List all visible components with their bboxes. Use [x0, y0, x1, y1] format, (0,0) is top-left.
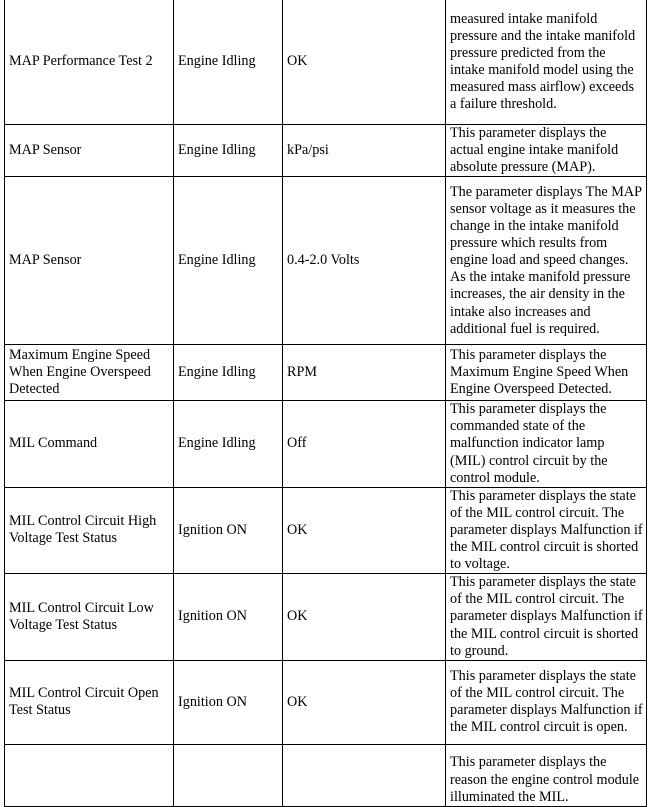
- table-row: [5, 744, 647, 806]
- table-row: [5, 401, 647, 487]
- parameter-value-cell: kPa/psi: [283, 125, 446, 177]
- parameter-value-cell: OK: [283, 0, 446, 125]
- parameter-table-body: [5, 0, 647, 806]
- parameter-condition-cell: Engine Idling: [174, 0, 283, 125]
- table-row: [5, 345, 647, 401]
- table-row: [5, 660, 647, 744]
- table-row: [5, 125, 647, 177]
- parameter-condition-cell: Engine Idling: [174, 345, 283, 401]
- parameter-description-cell: measured intake manifold pressure and the intake manifold pressure predicted from the intake manifold model using the measured mass airflow) exceeds a failure threshold.: [446, 0, 647, 125]
- parameter-name-cell: MAP Sensor: [5, 125, 174, 177]
- parameter-description-cell: This parameter displays the commanded state of the malfunction indicator lamp (MIL) control circuit by the control module.: [446, 401, 647, 487]
- parameter-condition-cell: Engine Idling: [174, 401, 283, 487]
- parameter-value-cell: RPM: [283, 345, 446, 401]
- parameter-name-cell: MIL Command: [5, 401, 174, 487]
- parameter-condition-cell: Ignition ON: [174, 574, 283, 660]
- parameter-name-cell: Maximum Engine Speed When Engine Overspeed Detected: [5, 345, 174, 401]
- parameter-condition-cell: Engine Idling: [174, 125, 283, 177]
- parameter-name-cell: MIL Control Circuit Low Voltage Test Status: [5, 574, 174, 660]
- parameter-condition-cell: Ignition ON: [174, 660, 283, 744]
- parameter-name-cell: MAP Sensor: [5, 177, 174, 345]
- parameter-description-cell: This parameter displays the state of the MIL control circuit. The parameter displays Malfunction if the MIL control circuit is shorted to voltage.: [446, 487, 647, 573]
- parameter-name-cell: MIL Control Circuit Open Test Status: [5, 660, 174, 744]
- parameter-description-cell: This parameter displays the reason the engine control module illuminated the MIL.: [446, 744, 647, 806]
- parameter-condition-cell: Engine Idling: [174, 177, 283, 345]
- parameter-description-cell: This parameter displays the Maximum Engine Speed When Engine Overspeed Detected.: [446, 345, 647, 401]
- parameter-value-cell: Off: [283, 401, 446, 487]
- parameter-condition-cell: Ignition ON: [174, 487, 283, 573]
- parameter-description-cell: This parameter displays the state of the MIL control circuit. The parameter displays Malfunction if the MIL control circuit is shorted to ground.: [446, 574, 647, 660]
- parameter-name-cell: MIL Control Circuit High Voltage Test Status: [5, 487, 174, 573]
- parameter-description-cell: This parameter displays the state of the MIL control circuit. The parameter displays Malfunction if the MIL control circuit is open.: [446, 660, 647, 744]
- parameter-value-cell: OK: [283, 574, 446, 660]
- parameter-value-cell: OK: [283, 487, 446, 573]
- parameter-condition-cell: [174, 744, 283, 806]
- table-row: [5, 487, 647, 573]
- parameter-value-cell: 0.4-2.0 Volts: [283, 177, 446, 345]
- table-row: [5, 177, 647, 345]
- parameter-name-cell: [5, 744, 174, 806]
- parameter-table: [4, 0, 647, 807]
- parameter-name-cell: MAP Performance Test 2: [5, 0, 174, 125]
- parameter-value-cell: OK: [283, 660, 446, 744]
- parameter-value-cell: [283, 744, 446, 806]
- parameter-description-cell: The parameter displays The MAP sensor voltage as it measures the change in the intake manifold pressure which results from engine load and speed changes. As the intake manifold pressure increases, the air density in the intake also increases and additional fuel is required.: [446, 177, 647, 345]
- table-row: [5, 574, 647, 660]
- table-row: [5, 0, 647, 125]
- parameter-description-cell: This parameter displays the actual engine intake manifold absolute pressure (MAP).: [446, 125, 647, 177]
